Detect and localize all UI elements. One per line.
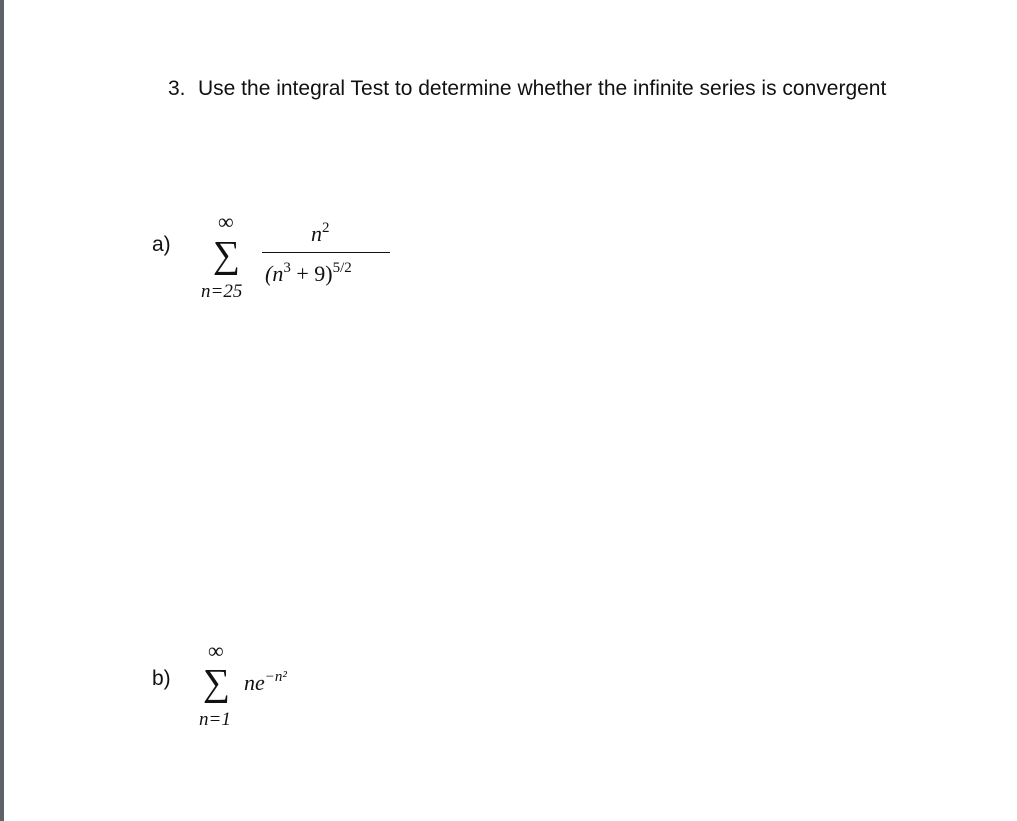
part-a-numerator bbox=[311, 221, 330, 247]
part-a-denominator-exp: 5/2 bbox=[332, 260, 352, 276]
part-b-term-exp: −n² bbox=[264, 669, 287, 685]
part-a-lower-limit: n=25 bbox=[201, 281, 243, 302]
part-a-fraction-bar bbox=[262, 252, 390, 253]
part-a-denominator bbox=[265, 261, 352, 287]
part-a-denominator-open: (n bbox=[265, 261, 284, 286]
part-b-label: b) bbox=[152, 667, 171, 690]
document-left-edge bbox=[0, 0, 4, 821]
part-a-denominator-inner-exp: 3 bbox=[283, 260, 291, 276]
part-a-numerator-base: n bbox=[311, 221, 322, 246]
question-text: Use the integral Test to determine whether the infinite series is convergent bbox=[198, 77, 887, 100]
part-b-lower-limit: n=1 bbox=[199, 709, 231, 730]
part-a-numerator-exp: 2 bbox=[322, 220, 330, 236]
part-b-term-base: ne bbox=[244, 670, 265, 695]
question-number: 3. bbox=[168, 77, 186, 100]
part-b-sigma: ∑ bbox=[203, 662, 231, 704]
part-b-term bbox=[244, 670, 287, 696]
part-a-label: a) bbox=[152, 233, 171, 256]
part-a-upper-limit: ∞ bbox=[218, 209, 234, 234]
part-a-denominator-rest: + 9) bbox=[290, 261, 333, 286]
part-a-sigma: ∑ bbox=[213, 234, 241, 276]
part-b-upper-limit: ∞ bbox=[208, 638, 224, 663]
